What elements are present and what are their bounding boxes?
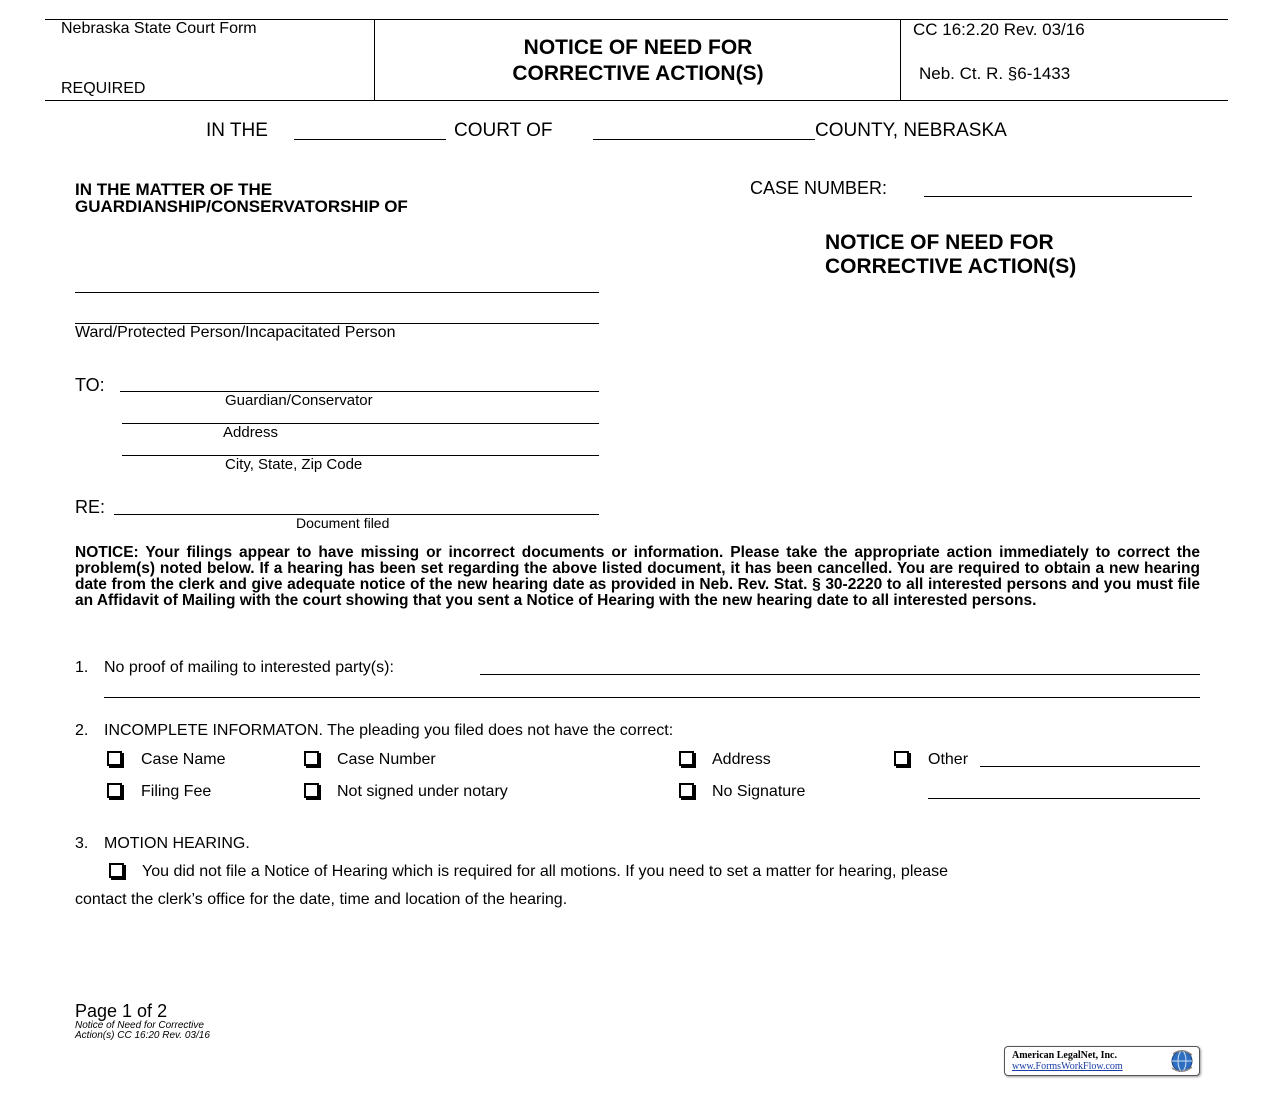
notice-paragraph: NOTICE: Your filings appear to have missing or incorrect documents or information. Please take the appropriate action immediately to correct the problem(s) noted below. If a hearing has been set regarding the above listed document, it has been cancelled. You are required to obtain a new hearing date from the clerk and give adequate notice of the new hearing date as provided in Neb. Rev. Stat. § 30-2220 to all interested persons and you must file an Affidavit of Mailing with the court showing that you sent a Notice of Hearing with the new hearing date to all interested persons. [75,544,1200,609]
checkbox-other[interactable] [894,751,909,766]
checkbox-case-number[interactable] [304,751,319,766]
court-rule: Neb. Ct. R. §6-1433 [919,64,1071,83]
header-title-line2: CORRECTIVE ACTION(S) [512,62,764,85]
option-not-signed: Not signed under notary [337,783,508,800]
option-no-signature: No Signature [712,783,806,800]
document-filed-label: Document filed [296,515,390,531]
header-divider-right [900,19,901,101]
option-address: Address [712,751,771,768]
re-label: RE: [75,497,106,517]
globe-icon [1169,1049,1195,1073]
checkbox-not-signed[interactable] [304,783,319,798]
form-source: Nebraska State Court Form [61,20,257,37]
required-label: REQUIRED [61,80,146,97]
logo-company: American LegalNet, Inc. [1012,1050,1117,1061]
footer-small-line1: Notice of Need for Corrective [75,1020,204,1031]
court-of-label: COURT OF [454,120,553,141]
option-other: Other [928,751,969,768]
item2-label: INCOMPLETE INFORMATON. The pleading you filed does not have the correct: [104,722,674,739]
doc-title-line2: CORRECTIVE ACTION(S) [825,255,1077,278]
item3-number: 3. [75,835,89,852]
checkbox-no-signature[interactable] [679,783,694,798]
header-title [376,35,900,87]
item3-label: MOTION HEARING. [104,835,250,852]
checkbox-motion-hearing[interactable] [109,863,124,878]
matter-line1: IN THE MATTER OF THE [75,180,273,199]
ward-name-field-1[interactable] [75,292,599,293]
address-label: Address [223,424,279,441]
item1-field-2[interactable] [104,697,1200,698]
option-case-name: Case Name [141,751,226,768]
header-divider-left [374,19,375,101]
logo-url[interactable]: www.FormsWorkFlow.com [1012,1061,1123,1072]
guardian-label: Guardian/Conservator [225,392,373,409]
case-number-field[interactable] [924,196,1192,197]
option-case-number: Case Number [337,751,436,768]
city-state-zip-label: City, State, Zip Code [225,456,363,473]
form-code: CC 16:2.20 Rev. 03/16 [913,20,1085,39]
item2-number: 2. [75,722,89,739]
item3-text-line1: You did not file a Notice of Hearing which is required for all motions. If you need to set a matter for hearing, please [142,863,949,880]
matter-line2: GUARDIANSHIP/CONSERVATORSHIP OF [75,197,408,216]
americanlegalnet-logo[interactable] [1004,1046,1200,1076]
checkbox-filing-fee[interactable] [107,783,122,798]
page-number: Page 1 of 2 [75,1001,168,1021]
county-name-field[interactable] [593,139,815,140]
footer-small-line2: Action(s) CC 16:20 Rev. 03/16 [75,1030,210,1041]
ward-label: Ward/Protected Person/Incapacitated Person [75,324,396,341]
to-label: TO: [75,375,105,395]
doc-title-line1: NOTICE OF NEED FOR [825,231,1054,254]
item1-field-1[interactable] [480,674,1200,675]
header-title-line1: NOTICE OF NEED FOR [523,36,753,59]
item1-number: 1. [75,659,89,676]
header-bottom-rule [45,100,1228,101]
checkbox-address[interactable] [679,751,694,766]
court-type-field[interactable] [294,139,446,140]
option-filing-fee: Filing Fee [141,783,212,800]
item3-text-line2: contact the clerk’s office for the date, time and location of the hearing. [75,891,568,908]
in-the-label: IN THE [206,120,268,141]
checkbox-case-name[interactable] [107,751,122,766]
address-field[interactable] [122,423,599,424]
item1-label: No proof of mailing to interested party(s): [104,659,394,676]
other-field-1[interactable] [980,766,1200,767]
county-label: COUNTY, NEBRASKA [815,120,1007,141]
other-field-2[interactable] [928,798,1200,799]
case-number-label: CASE NUMBER: [750,178,888,198]
